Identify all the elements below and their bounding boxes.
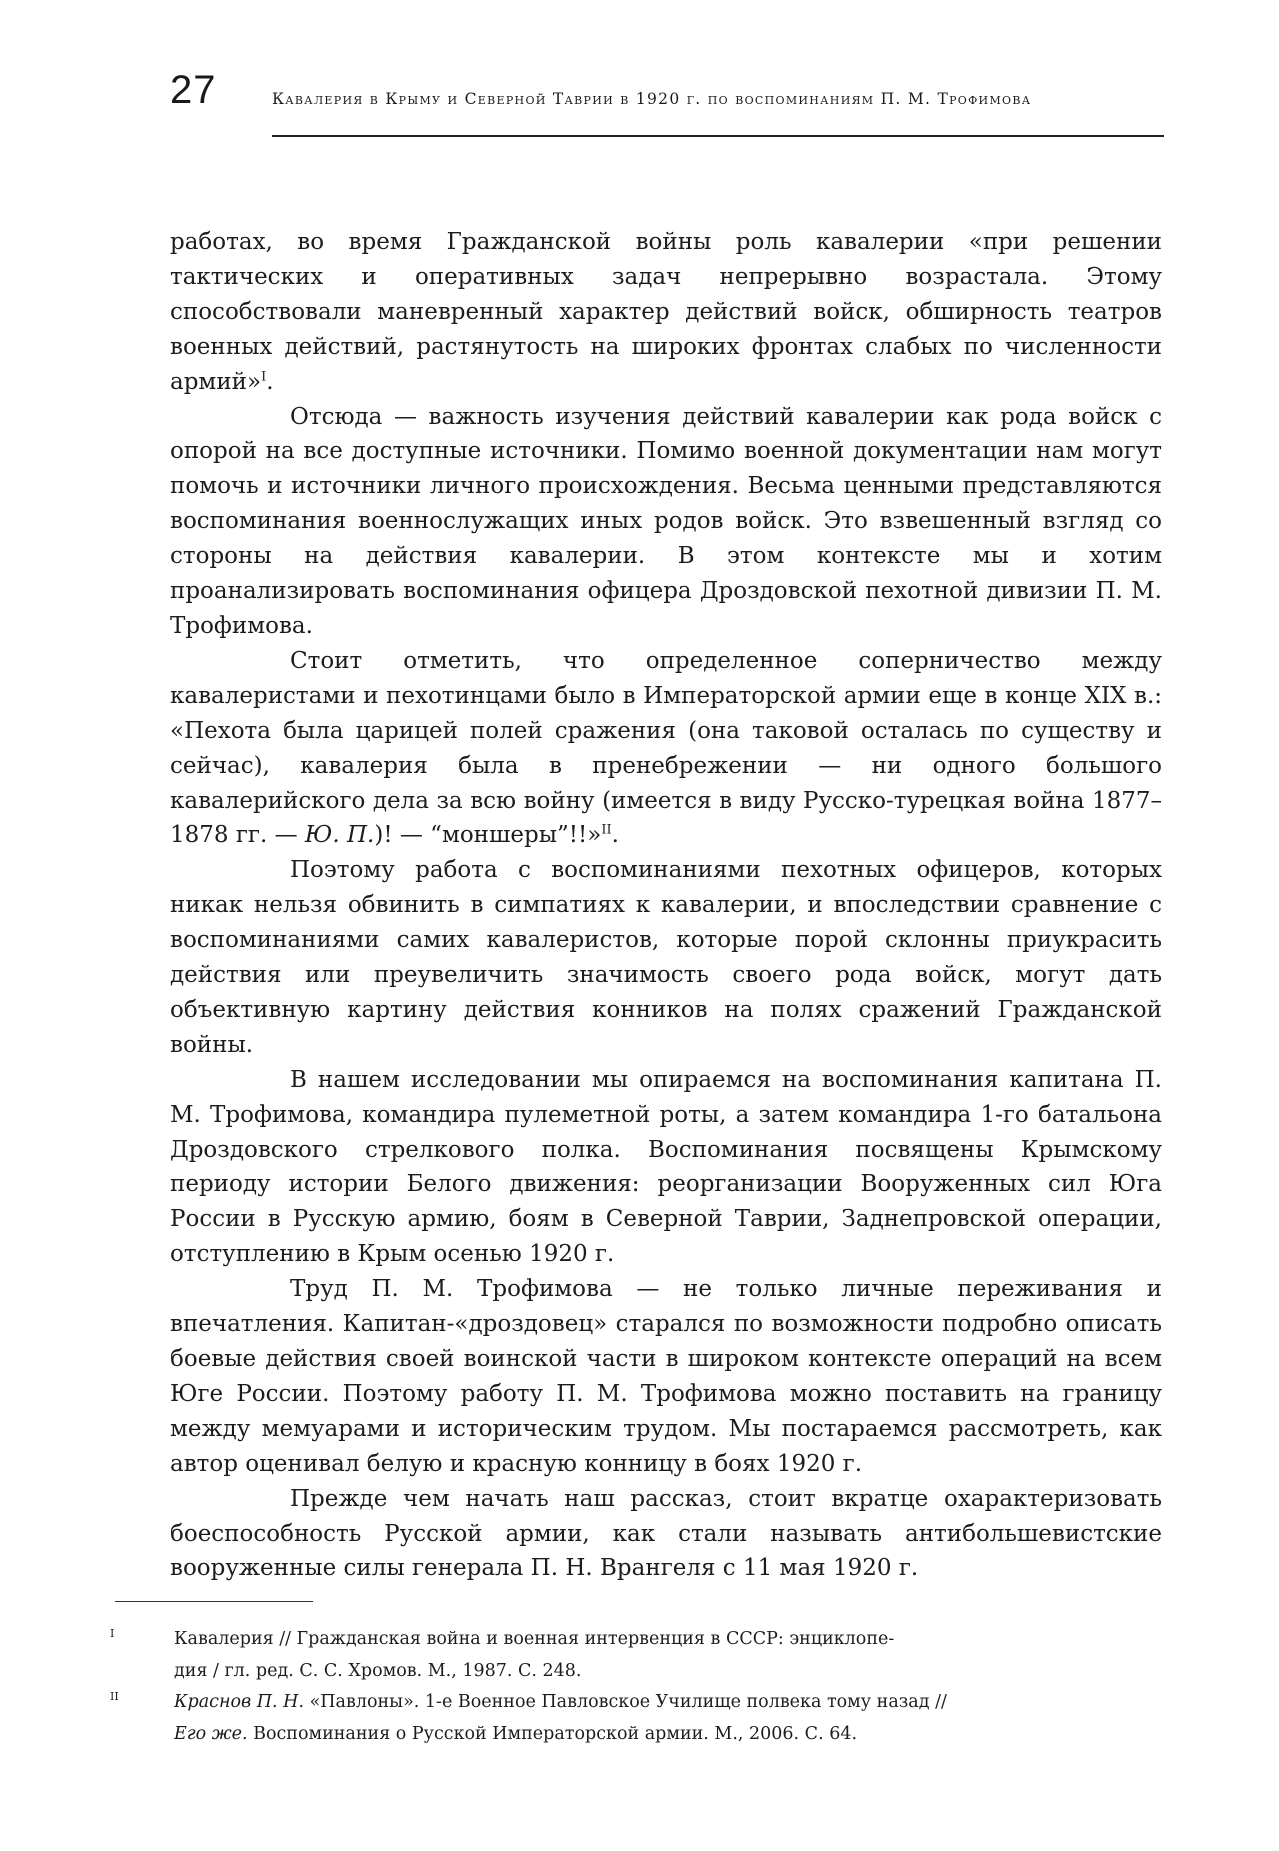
paragraph-4: Поэтому работа с воспоминаниями пехотных офицеров, которых никак нельзя обвинить в симпатиях к кавалерии, и впоследствии сравнение с воспоминаниями самих кавалеристов, которые порой склонны приукрасить действия или преувеличить значимость своего рода войск, могут дать объективную картину действия конников на полях сражений Гражданской войны. xyxy=(170,857,1162,1058)
paragraph-3-text: Стоит отметить, что определенное соперничество между кавалеристами и пехотинцами было в Императорской армии еще в конце XIX в.: «Пехота была царицей полей сражения (она таковой осталась по существу и сейчас), кавалерия была в пренебрежении — ни одного большого кавалерийского дела за всю войну (имеется в виду Русско-турецкая война 1877–1878 гг. — xyxy=(170,647,1162,849)
footnote-1-text xyxy=(174,1623,1170,1687)
footnote-2-source: Воспоминания о Русской Императорской армии. М., 2006. С. 64. xyxy=(247,1724,858,1744)
author-initials: Ю. П. xyxy=(304,822,375,849)
paragraph-3 xyxy=(170,644,1162,853)
footnote-1-mark: I xyxy=(110,1627,115,1640)
paragraph-1-text: работах, во время Гражданской войны роль кавалерии «при решении тактических и оперативных задач непрерывно возрастала. Этому способствовали маневренный характер действий войск, обширность театров военных действий, растянутость на широких фронтах слабых по численности армий» xyxy=(170,229,1162,395)
footnote-2 xyxy=(110,1686,1170,1750)
footnote-2-mark: II xyxy=(110,1690,119,1703)
footnote-2-author-2: Его же. xyxy=(174,1724,248,1744)
footnote-ref-1[interactable]: I xyxy=(261,368,267,384)
paragraph-2: Отсюда — важность изучения действий кавалерии как рода войск с опорой на все доступные источники. Помимо военной документации нам могут помочь и источники личного происхождения. Весьма ценными представляются воспоминания военнослужащих иных родов войск. Это взвешенный взгляд со стороны на действия кавалерии. В этом контексте мы и хотим проанализировать воспоминания офицера Дроздовской пехотной дивизии П. М. Трофимова. xyxy=(170,403,1162,639)
main-text xyxy=(170,225,1162,1586)
paragraph-1-tail: . xyxy=(266,368,274,395)
header-rule xyxy=(272,135,1164,137)
footnote-rule xyxy=(115,1601,313,1602)
paragraph-6: Труд П. М. Трофимова — не только личные переживания и впечатления. Капитан-«дроздовец» старался по возможности подробно описать боевые действия своей воинской части в широком контексте операций на всем Юге России. Поэтому работу П. М. Трофимова можно поставить на границу между мемуарами и историческим трудом. Мы постараемся рассмотреть, как автор оценивал белую и красную конницу в боях 1920 г. xyxy=(170,1276,1162,1477)
footnote-ref-2[interactable]: II xyxy=(601,822,612,838)
footnote-2-author: Краснов П. Н. xyxy=(174,1692,305,1712)
paragraph-7: Прежде чем начать наш рассказ, стоит вкратце охарактеризовать боеспособность Русской армии, как стали называть антибольшевистские вооруженные силы генерала П. Н. Врангеля с 11 мая 1920 г. xyxy=(170,1485,1162,1582)
paragraph-3-quote-end: )! — “моншеры”!!» xyxy=(374,822,602,849)
footnote-1-line-2: дия / гл. ред. С. С. Хромов. М., 1987. С. 248. xyxy=(174,1661,582,1681)
paragraph-3-tail: . xyxy=(611,822,619,849)
footnote-2-text xyxy=(174,1686,1170,1750)
footnote-2-line-2 xyxy=(174,1718,1170,1750)
footnote-2-line-1 xyxy=(174,1686,1170,1718)
page-number: 27 xyxy=(170,68,217,112)
footnote-1-line-1: Кавалерия // Гражданская война и военная интервенция в СССР: энциклопе- xyxy=(174,1629,895,1649)
footnote-1 xyxy=(110,1623,1170,1687)
paragraph-1 xyxy=(170,225,1162,400)
footnote-2-title: «Павлоны». 1-е Военное Павловское Училище полвека тому назад // xyxy=(304,1692,947,1712)
running-head: Кавалерия в Крыму и Северной Таврии в 1920 г. по воспоминаниям П. М. Трофимова xyxy=(272,90,1032,108)
paragraph-5: В нашем исследовании мы опираемся на воспоминания капитана П. М. Трофимова, командира пулеметной роты, а затем командира 1-го батальона Дроздовского стрелкового полка. Воспоминания посвящены Крымскому периоду истории Белого движения: реорганизации Вооруженных сил Юга России в Русскую армию, боям в Северной Таврии, Заднепровской операции, отступлению в Крым осенью 1920 г. xyxy=(170,1066,1162,1268)
